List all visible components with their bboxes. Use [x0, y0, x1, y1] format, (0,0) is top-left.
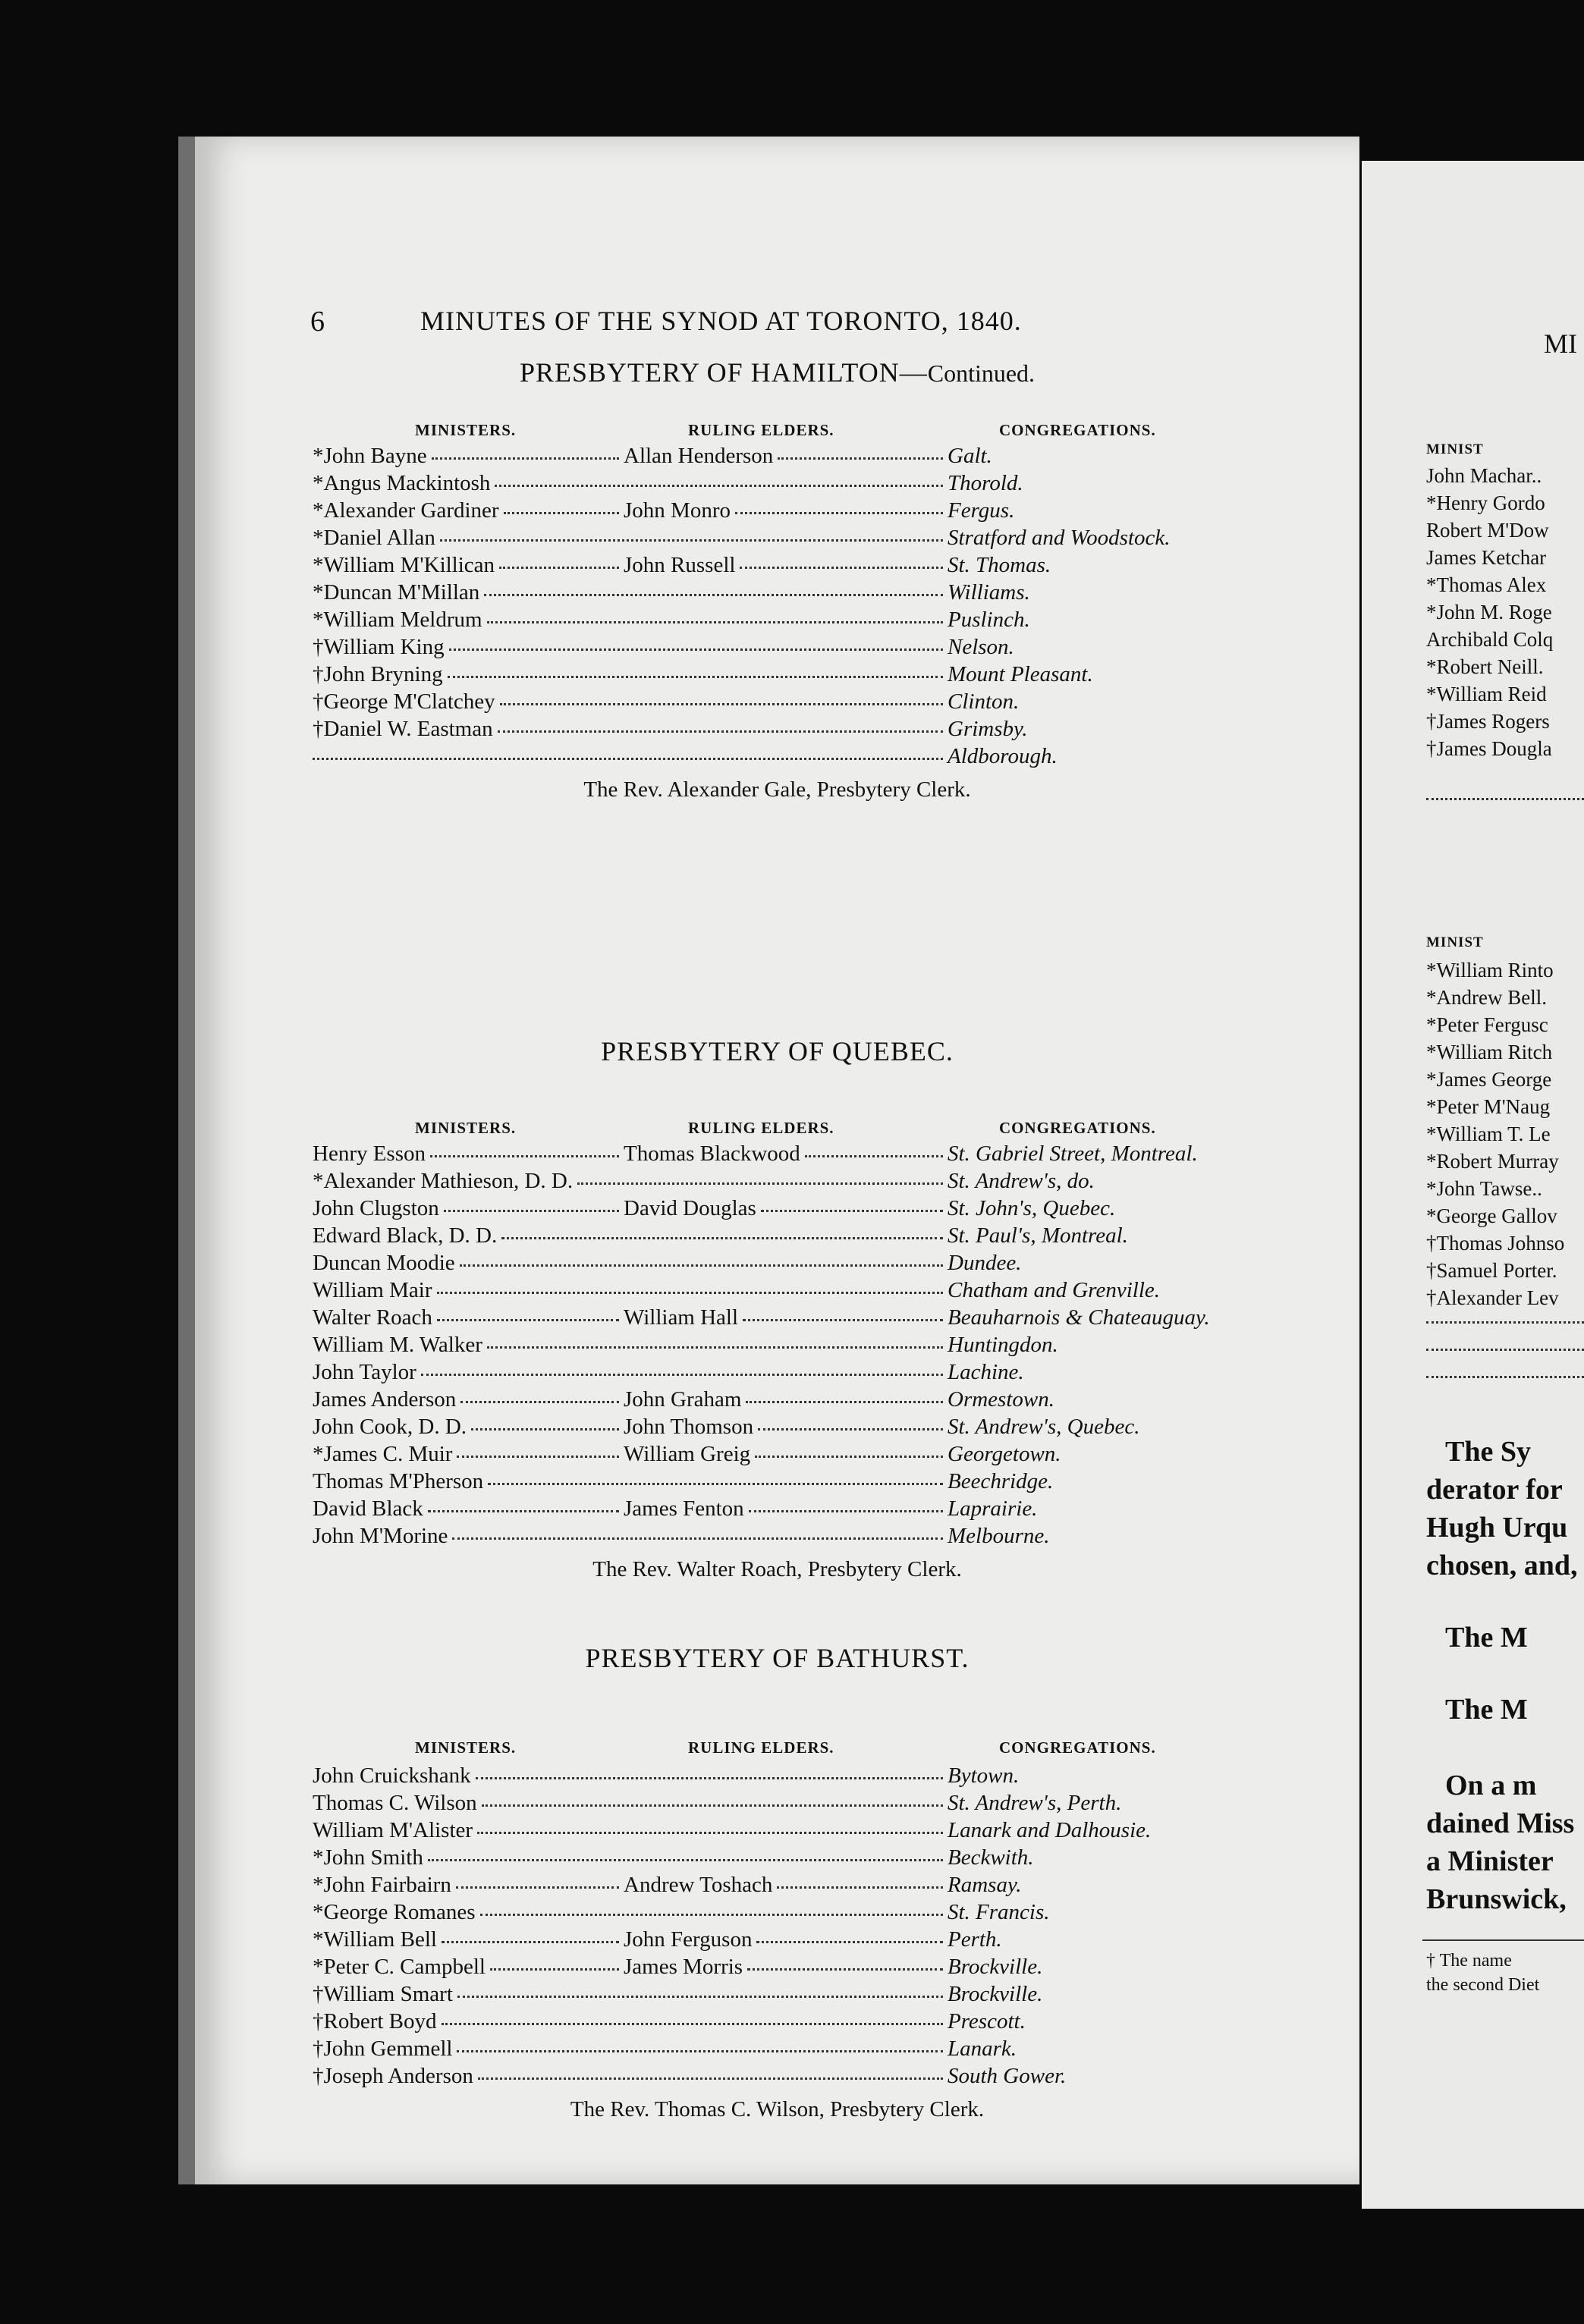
minister-name: William Mair — [313, 1278, 432, 1302]
congregation-name: Brockville. — [948, 1955, 1043, 1979]
paragraph-fragment: Brunswick, — [1426, 1883, 1567, 1915]
leader-dots — [442, 2023, 943, 2025]
column-header: MINISTERS. — [415, 421, 517, 439]
congregation-name: St. Paul's, Montreal. — [948, 1223, 1128, 1248]
table-row — [195, 1142, 1359, 1169]
minister-name: Archibald Colq — [1426, 628, 1554, 651]
leader-dots — [487, 621, 943, 623]
congregation-name: St. Thomas. — [948, 553, 1051, 577]
minister-name: *Robert Murray — [1426, 1150, 1559, 1173]
leader-dots — [577, 1182, 943, 1185]
table-row — [195, 1496, 1359, 1524]
congregation-name: South Gower. — [948, 2064, 1067, 2088]
minister-name: *John M. Roge — [1426, 601, 1552, 623]
leader-dots — [504, 512, 619, 514]
congregation-name: Laprairie. — [948, 1496, 1038, 1521]
right-page-title: MI — [1544, 328, 1577, 359]
table-row — [195, 1278, 1359, 1305]
congregation-name: Melbourne. — [948, 1524, 1050, 1548]
leader-dots — [452, 1537, 943, 1540]
minister-name: *William Ritch — [1426, 1041, 1553, 1063]
leader-dots — [761, 1210, 943, 1212]
column-header: CONGREGATIONS. — [999, 1119, 1156, 1137]
congregation-name: Grimsby. — [948, 717, 1028, 741]
running-head — [310, 305, 1388, 350]
leader-dots — [501, 1237, 943, 1239]
minister-name: John Cook, D. D. — [313, 1415, 467, 1439]
congregation-name: Stratford and Woodstock. — [948, 526, 1171, 550]
minister-name: †William Smart — [313, 1982, 453, 2006]
leader-dots — [457, 1996, 943, 1998]
column-header: MINIST — [1426, 934, 1484, 950]
congregation-name: Brockville. — [948, 1982, 1043, 2006]
congregation-name: St. Andrew's, do. — [948, 1169, 1095, 1193]
minister-name: *Thomas Alex — [1426, 573, 1547, 596]
table-row — [195, 1791, 1359, 1818]
ruling-elder-name: John Russell — [624, 553, 736, 577]
leader-dots — [740, 567, 943, 569]
table-row — [195, 498, 1359, 526]
page-number: 6 — [310, 306, 325, 338]
column-header: MINISTERS. — [415, 1738, 517, 1757]
table-row — [195, 553, 1359, 580]
column-header: CONGREGATIONS. — [999, 421, 1156, 439]
leader-dots — [498, 730, 943, 733]
minister-name: *John Bayne — [313, 444, 427, 468]
ruling-elder-name: John Graham — [624, 1387, 742, 1412]
minister-name: *Alexander Gardiner — [313, 498, 499, 523]
congregation-name: Clinton. — [948, 689, 1020, 714]
leader-dots — [437, 1319, 619, 1321]
congregation-name: Lanark and Dalhousie. — [948, 1818, 1152, 1842]
ruling-elder-name: John Monro — [624, 498, 731, 523]
table-row — [195, 1469, 1359, 1496]
presbytery-clerk: The Rev. Thomas C. Wilson, Presbytery Clerk. — [570, 2097, 985, 2121]
minister-name: *William Bell — [313, 1927, 437, 1952]
congregation-name: Perth. — [948, 1927, 1002, 1952]
table-row — [195, 744, 1359, 771]
section-title-text: PRESBYTERY OF BATHURST. — [585, 1643, 970, 1673]
table-row — [195, 1873, 1359, 1900]
minister-name: Thomas C. Wilson — [313, 1791, 477, 1815]
table-row — [195, 471, 1359, 498]
minister-name: *Henry Gordo — [1426, 491, 1545, 514]
leader-dots — [487, 1346, 943, 1349]
congregation-name: Beechridge. — [948, 1469, 1054, 1493]
congregation-name: Puslinch. — [948, 608, 1030, 632]
leader-dots — [747, 1968, 943, 1971]
paragraph-fragment: The Sy — [1445, 1436, 1531, 1468]
ruling-elder-name: Andrew Toshach — [624, 1873, 773, 1897]
leader-dots — [743, 1319, 943, 1321]
leader-dots — [477, 1832, 943, 1834]
congregation-name: St. Francis. — [948, 1900, 1050, 1924]
minister-name: *James C. Muir — [313, 1442, 453, 1466]
minister-name: *John Smith — [313, 1845, 423, 1870]
minister-name: †James Dougla — [1426, 737, 1552, 760]
minister-name: Thomas M'Pherson — [313, 1469, 484, 1493]
leader-dots — [471, 1428, 619, 1431]
table-row — [195, 1415, 1359, 1442]
leader-dots — [778, 457, 943, 460]
minister-name: John Clugston — [313, 1196, 439, 1220]
paragraph-fragment: Hugh Urqu — [1426, 1512, 1568, 1544]
table-row — [195, 1900, 1359, 1927]
leader-dots — [749, 1510, 943, 1512]
presbytery-clerk: The Rev. Walter Roach, Presbytery Clerk. — [592, 1557, 962, 1581]
minister-name: †Thomas Johnso — [1426, 1232, 1565, 1255]
leader-dots — [484, 594, 943, 596]
leader-dots — [313, 758, 943, 760]
leader-dots — [428, 1510, 619, 1512]
minister-name: Walter Roach — [313, 1305, 432, 1330]
minister-name: *George Gallov — [1426, 1204, 1557, 1227]
minister-name: Robert M'Dow — [1426, 519, 1549, 542]
congregation-name: Lanark. — [948, 2037, 1017, 2061]
leader-dots — [432, 457, 619, 460]
leader-dots — [448, 676, 943, 678]
minister-name: †George M'Clatchey — [313, 689, 495, 714]
minister-name: †Alexander Lev — [1426, 1286, 1559, 1309]
section-title-text: PRESBYTERY OF QUEBEC. — [601, 1036, 954, 1066]
table-row — [195, 2064, 1359, 2091]
congregation-name: Ormestown. — [948, 1387, 1054, 1412]
minister-name: William M. Walker — [313, 1333, 482, 1357]
right-page — [1362, 161, 1584, 2209]
column-header: RULING ELDERS. — [688, 1738, 834, 1757]
section-title — [195, 1035, 1359, 1067]
minister-name: John Machar.. — [1426, 464, 1542, 487]
page-title: MINUTES OF THE SYNOD AT TORONTO, 1840. — [420, 306, 1022, 336]
table-row — [195, 689, 1359, 717]
congregation-name: Nelson. — [948, 635, 1014, 659]
leader-dots — [460, 1401, 619, 1403]
minister-name: Edward Black, D. D. — [313, 1223, 498, 1248]
minister-name: *John Tawse.. — [1426, 1177, 1542, 1200]
minister-name: Henry Esson — [313, 1142, 426, 1166]
congregation-name: Prescott. — [948, 2009, 1026, 2034]
minister-name: *William Reid — [1426, 683, 1547, 705]
minister-name: David Black — [313, 1496, 423, 1521]
congregation-name: St. Andrew's, Perth. — [948, 1791, 1122, 1815]
table-row — [195, 2009, 1359, 2037]
congregation-name: Galt. — [948, 444, 992, 468]
congregation-name: Fergus. — [948, 498, 1015, 523]
minister-name: *William Meldrum — [313, 608, 482, 632]
section-title-text: PRESBYTERY OF HAMILTON— — [519, 357, 928, 388]
table-row — [195, 1196, 1359, 1223]
table-row — [195, 1333, 1359, 1360]
ruling-elder-name: Allan Henderson — [624, 444, 774, 468]
paragraph-fragment: The M — [1445, 1622, 1528, 1653]
leader-dots — [437, 1292, 943, 1294]
minister-name: †Robert Boyd — [313, 2009, 437, 2034]
minister-name: Duncan Moodie — [313, 1251, 455, 1275]
minister-name: *William T. Le — [1426, 1123, 1551, 1145]
table-row — [195, 1305, 1359, 1333]
minister-name: *Peter Fergusc — [1426, 1013, 1548, 1036]
minister-name: *Peter M'Naug — [1426, 1095, 1551, 1118]
leader-dots — [755, 1456, 943, 1458]
leader-dots — [735, 512, 943, 514]
congregation-name: Beckwith. — [948, 1845, 1034, 1870]
minister-name: *Alexander Mathieson, D. D. — [313, 1169, 574, 1193]
leader-dots — [777, 1886, 943, 1889]
ruling-elder-name: Thomas Blackwood — [624, 1142, 800, 1166]
table-row — [195, 608, 1359, 635]
ruling-elder-name: James Fenton — [624, 1496, 744, 1521]
table-row — [195, 1927, 1359, 1955]
table-row — [195, 1982, 1359, 2009]
leader-dots — [457, 1456, 619, 1458]
minister-name: †Joseph Anderson — [313, 2064, 473, 2088]
footnote: † The name — [1426, 1951, 1512, 1971]
leader-dots — [478, 2077, 943, 2080]
minister-name: †William King — [313, 635, 445, 659]
leader-dots — [746, 1401, 943, 1403]
ruling-elder-name: David Douglas — [624, 1196, 756, 1220]
table-row — [195, 1360, 1359, 1387]
footnote-rule — [1422, 1939, 1584, 1941]
section-title — [195, 356, 1359, 388]
paragraph-fragment: dained Miss — [1426, 1807, 1575, 1839]
paragraph-fragment: derator for — [1426, 1474, 1563, 1506]
paragraph-fragment: On a m — [1445, 1770, 1537, 1801]
leader-dots — [449, 649, 943, 651]
minister-name: †Samuel Porter. — [1426, 1259, 1557, 1282]
leader-dots — [457, 2050, 943, 2052]
paragraph-fragment: chosen, and, — [1426, 1550, 1578, 1581]
leader-dots — [1426, 1321, 1584, 1324]
table-row — [195, 2037, 1359, 2064]
footnote: the second Diet — [1426, 1975, 1540, 1995]
congregation-name: Huntingdon. — [948, 1333, 1058, 1357]
table-row — [195, 526, 1359, 553]
leader-dots — [430, 1155, 619, 1157]
minister-name: James Ketchar — [1426, 546, 1547, 569]
minister-name: William M'Alister — [313, 1818, 473, 1842]
congregation-name: Aldborough. — [948, 744, 1058, 768]
minister-name: *Peter C. Campbell — [313, 1955, 486, 1979]
presbytery-clerk: The Rev. Alexander Gale, Presbytery Clerk. — [583, 777, 971, 802]
table-row — [195, 444, 1359, 471]
minister-name: *James George — [1426, 1068, 1552, 1091]
leader-dots — [756, 1941, 943, 1943]
leader-dots — [500, 703, 943, 705]
table-row — [195, 1524, 1359, 1551]
minister-name: John M'Morine — [313, 1524, 448, 1548]
section-title — [195, 1642, 1359, 1674]
congregation-name: Lachine. — [948, 1360, 1024, 1384]
ruling-elder-name: John Ferguson — [624, 1927, 753, 1952]
minister-name: †John Bryning — [313, 662, 443, 686]
table-row — [195, 1169, 1359, 1196]
congregation-name: Georgetown. — [948, 1442, 1061, 1466]
left-page — [178, 137, 1359, 2184]
leader-dots — [440, 539, 943, 542]
leader-dots — [499, 567, 619, 569]
leader-dots — [482, 1804, 943, 1807]
ruling-elder-name: James Morris — [624, 1955, 743, 1979]
table-row — [195, 1818, 1359, 1845]
minister-name: †James Rogers — [1426, 710, 1550, 733]
minister-name: *William Rinto — [1426, 959, 1554, 981]
leader-dots — [495, 485, 943, 487]
divider — [1426, 798, 1584, 800]
minister-name: John Cruickshank — [313, 1763, 471, 1788]
leader-dots — [460, 1264, 943, 1267]
leader-dots — [488, 1483, 943, 1485]
ruling-elder-name: William Greig — [624, 1442, 751, 1466]
table-row — [195, 662, 1359, 689]
minister-name: James Anderson — [313, 1387, 457, 1412]
table-row — [195, 1251, 1359, 1278]
congregation-name: Ramsay. — [948, 1873, 1022, 1897]
paragraph-fragment: a Minister — [1426, 1845, 1554, 1877]
congregation-name: Bytown. — [948, 1763, 1020, 1788]
congregation-name: Thorold. — [948, 471, 1023, 495]
leader-dots — [805, 1155, 943, 1157]
column-header: CONGREGATIONS. — [999, 1738, 1156, 1757]
congregation-name: Dundee. — [948, 1251, 1022, 1275]
column-header: MINISTERS. — [415, 1119, 517, 1137]
column-header: RULING ELDERS. — [688, 421, 834, 439]
table-row — [195, 1763, 1359, 1791]
section-title-continued: Continued. — [927, 360, 1036, 387]
leader-dots — [1426, 1376, 1584, 1378]
minister-name: *Duncan M'Millan — [313, 580, 480, 605]
table-row — [195, 1845, 1359, 1873]
table-row — [195, 1223, 1359, 1251]
congregation-name: St. John's, Quebec. — [948, 1196, 1116, 1220]
minister-name: *John Fairbairn — [313, 1873, 451, 1897]
minister-name: *Angus Mackintosh — [313, 471, 491, 495]
minister-name: †John Gemmell — [313, 2037, 453, 2061]
minister-name: John Taylor — [313, 1360, 416, 1384]
leader-dots — [1426, 1349, 1584, 1351]
congregation-name: St. Gabriel Street, Montreal. — [948, 1142, 1198, 1166]
column-header: MINIST — [1426, 441, 1484, 457]
leader-dots — [480, 1914, 943, 1916]
leader-dots — [476, 1777, 943, 1779]
leader-dots — [758, 1428, 943, 1431]
leader-dots — [456, 1886, 619, 1889]
leader-dots — [442, 1941, 619, 1943]
minister-name: *Daniel Allan — [313, 526, 435, 550]
minister-name: *William M'Killican — [313, 553, 495, 577]
congregation-name: St. Andrew's, Quebec. — [948, 1415, 1140, 1439]
table-row — [195, 1955, 1359, 1982]
table-row — [195, 1442, 1359, 1469]
congregation-name: Mount Pleasant. — [948, 662, 1093, 686]
minister-name: *Andrew Bell. — [1426, 986, 1547, 1009]
column-header: RULING ELDERS. — [688, 1119, 834, 1137]
congregation-name: Williams. — [948, 580, 1030, 605]
leader-dots — [444, 1210, 619, 1212]
minister-name: *George Romanes — [313, 1900, 476, 1924]
paragraph-fragment: The M — [1445, 1694, 1528, 1726]
table-row — [195, 635, 1359, 662]
congregation-name: Chatham and Grenville. — [948, 1278, 1161, 1302]
minister-name: †Daniel W. Eastman — [313, 717, 493, 741]
ruling-elder-name: William Hall — [624, 1305, 739, 1330]
leader-dots — [490, 1968, 619, 1971]
table-row — [195, 717, 1359, 744]
congregation-name: Beauharnois & Chateauguay. — [948, 1305, 1210, 1330]
table-row — [195, 580, 1359, 608]
leader-dots — [428, 1859, 943, 1861]
minister-name: *Robert Neill. — [1426, 655, 1544, 678]
table-row — [195, 1387, 1359, 1415]
leader-dots — [421, 1374, 943, 1376]
ruling-elder-name: John Thomson — [624, 1415, 754, 1439]
